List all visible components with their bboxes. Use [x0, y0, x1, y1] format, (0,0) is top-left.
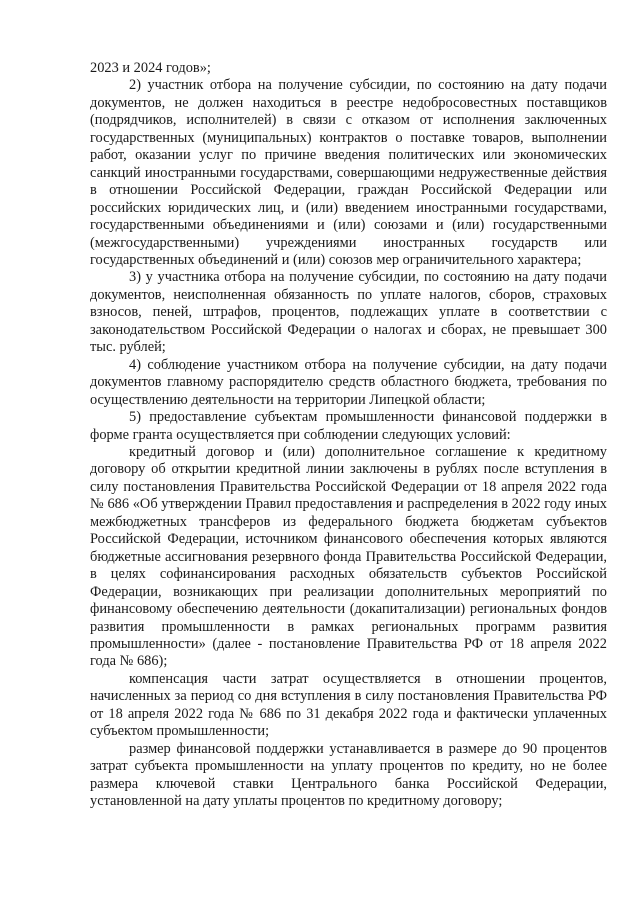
paragraph-item-3: 3) у участника отбора на получение субсидии, по состоянию на дату подачи документов, неисполненная обязанность по уплате налогов, сборов, страховых взносов, пеней, штрафов, процентов, подлежащих уплате в соответствии с законодательством Российской Федерации о налогах и сборах, не превышает 300 тыс. рублей; — [90, 269, 607, 356]
paragraph-condition-support-amount: размер финансовой поддержки устанавливается в размере до 90 процентов затрат субъекта промышленности на уплату процентов по кредиту, но не более размера ключевой ставки Центрального банка Российской Федерации, установленной на дату уплаты процентов по кредитному договору; — [90, 740, 607, 810]
paragraph-item-5: 5) предоставление субъектам промышленности финансовой поддержки в форме гранта осуществляется при соблюдении следующих условий: — [90, 409, 607, 443]
paragraph-condition-compensation: компенсация части затрат осуществляется в отношении процентов, начисленных за период со дня вступления в силу постановления Правительства РФ от 18 апреля 2022 года № 686 по 31 декабря 2022 года и фактически уплаченных субъектом промышленности; — [90, 670, 607, 740]
paragraph-continuation: 2023 и 2024 годов»; — [90, 60, 211, 76]
paragraph-condition-credit-agreement: кредитный договор и (или) дополнительное соглашение к кредитному договору об открытии кредитной линии заключены в рублях после вступления в силу постановления Правительства Российской Федерации от 18 апреля 2022 года № 686 «Об утверждении Правил предоставления и распределения в 2022 году иных межбюджетных трансферов из федерального бюджета бюджетам субъектов Российской Федерации, источником финансового обеспечения которых являются бюджетные ассигнования резервного фонда Правительства Российской Федерации, в целях софинансирования расходных обязательств субъектов Российской Федерации, возникающих при реализации дополнительных мероприятий по финансовому обеспечению деятельности (докапитализации) региональных фондов развития промышленности в рамках региональных программ развития промышленности» (далее - постановление Правительства РФ от 18 апреля 2022 года № 686); — [90, 443, 607, 670]
paragraph-item-4: 4) соблюдение участником отбора на получение субсидии, на дату подачи документов главному распорядителю средств областного бюджета, требования по осуществлению деятельности на территории Липецкой области; — [90, 356, 607, 408]
paragraph-item-2: 2) участник отбора на получение субсидии, по состоянию на дату подачи документов, не должен находиться в реестре недобросовестных поставщиков (подрядчиков, исполнителей) в связи с отказом от исполнения заключенных государственных (муниципальных) контрактов о поставке товаров, выполнении работ, оказании услуг по причине введения политических или экономических санкций иностранными государствами, совершающими недружественные действия в отношении Российской Федерации, граждан Российской Федерации или российских юридических лиц, и (или) введением иностранными государствами, государственными объединениями и (или) союзами и (или) государственными (межгосударственными) учреждениями иностранных государств или государственных объединений и (или) союзов мер ограничительного характера; — [90, 77, 607, 268]
document-page — [90, 60, 607, 810]
